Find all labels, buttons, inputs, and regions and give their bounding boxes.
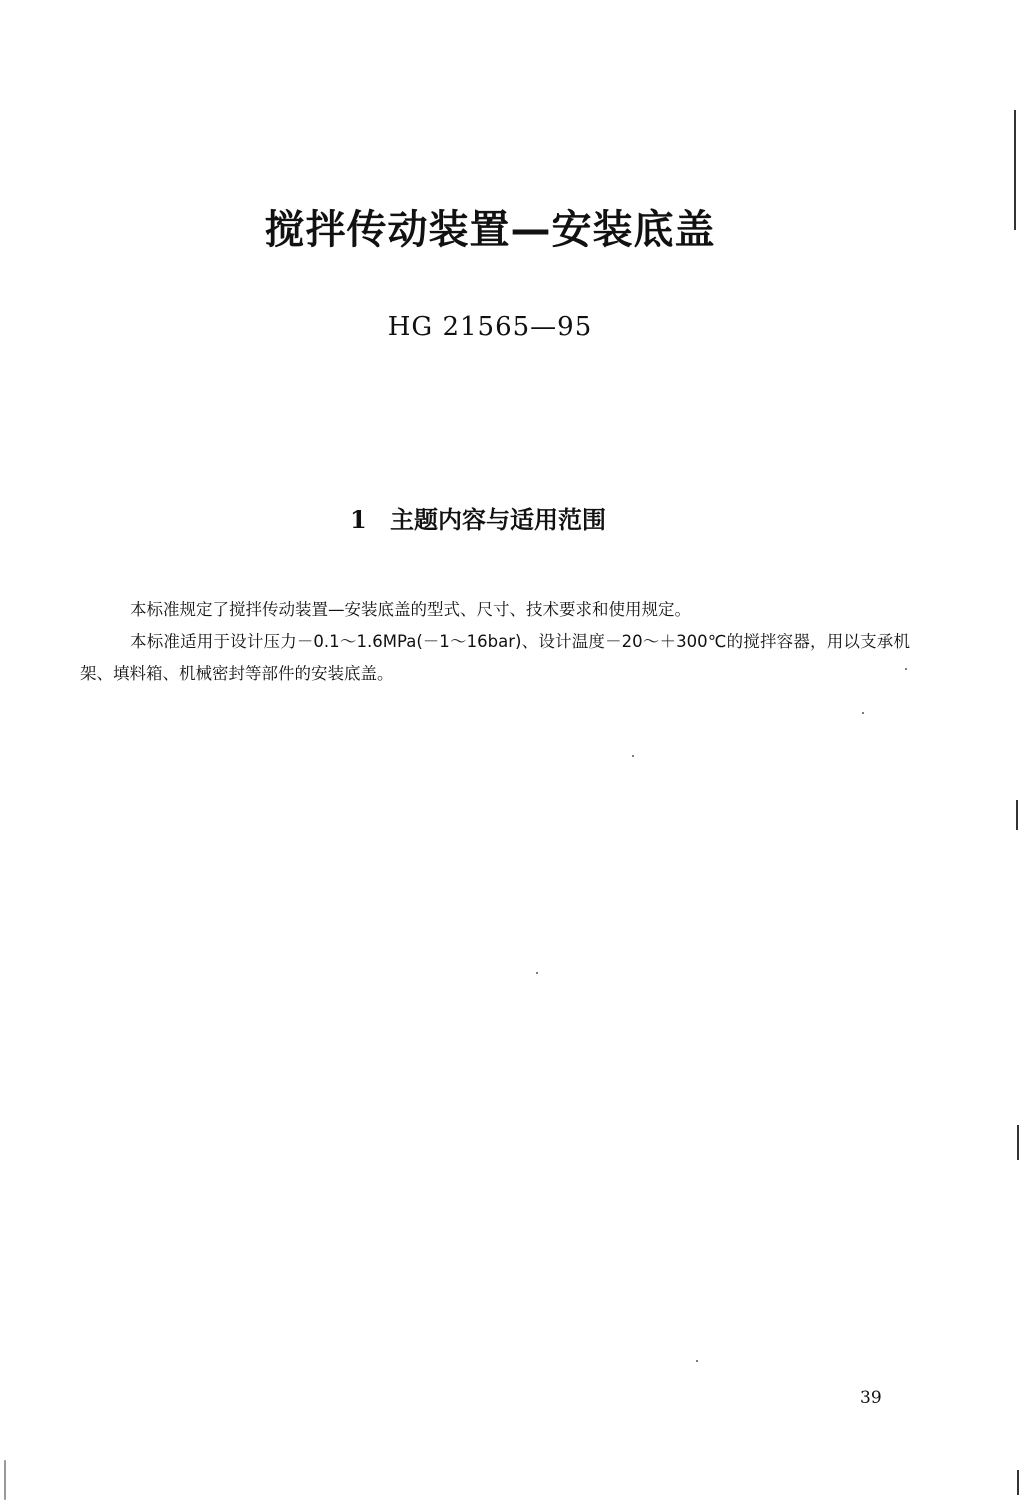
paragraph-scope: 本标准规定了搅拌传动装置—安装底盖的型式、尺寸、技术要求和使用规定。 <box>130 600 691 619</box>
standard-number: HG 21565—95 <box>387 312 593 342</box>
document-title: 搅拌传动装置—安装底盖 <box>264 207 716 253</box>
section-number: 1 <box>350 505 367 534</box>
scan-speck <box>862 712 864 714</box>
scan-speck <box>696 1360 698 1362</box>
scan-edge-mark <box>1016 800 1018 830</box>
scan-edge-mark <box>1017 1470 1019 1495</box>
scan-speck <box>905 668 907 670</box>
paragraph-applicability: 本标准适用于设计压力－0.1～1.6MPa(－1～16bar)、设计温度－20～＋300℃的搅拌容器，用以支承机架、填料箱、机械密封等部件的安装底盖。 <box>80 632 910 683</box>
scan-edge-mark <box>1017 1125 1019 1160</box>
section-title: 主题内容与适用范围 <box>390 506 606 534</box>
scan-speck <box>536 972 538 974</box>
scan-speck <box>632 755 634 757</box>
scan-speck <box>4 1460 6 1500</box>
page-number: 39 <box>860 1388 882 1408</box>
section-heading <box>350 500 606 535</box>
scan-edge-mark <box>1014 110 1016 230</box>
